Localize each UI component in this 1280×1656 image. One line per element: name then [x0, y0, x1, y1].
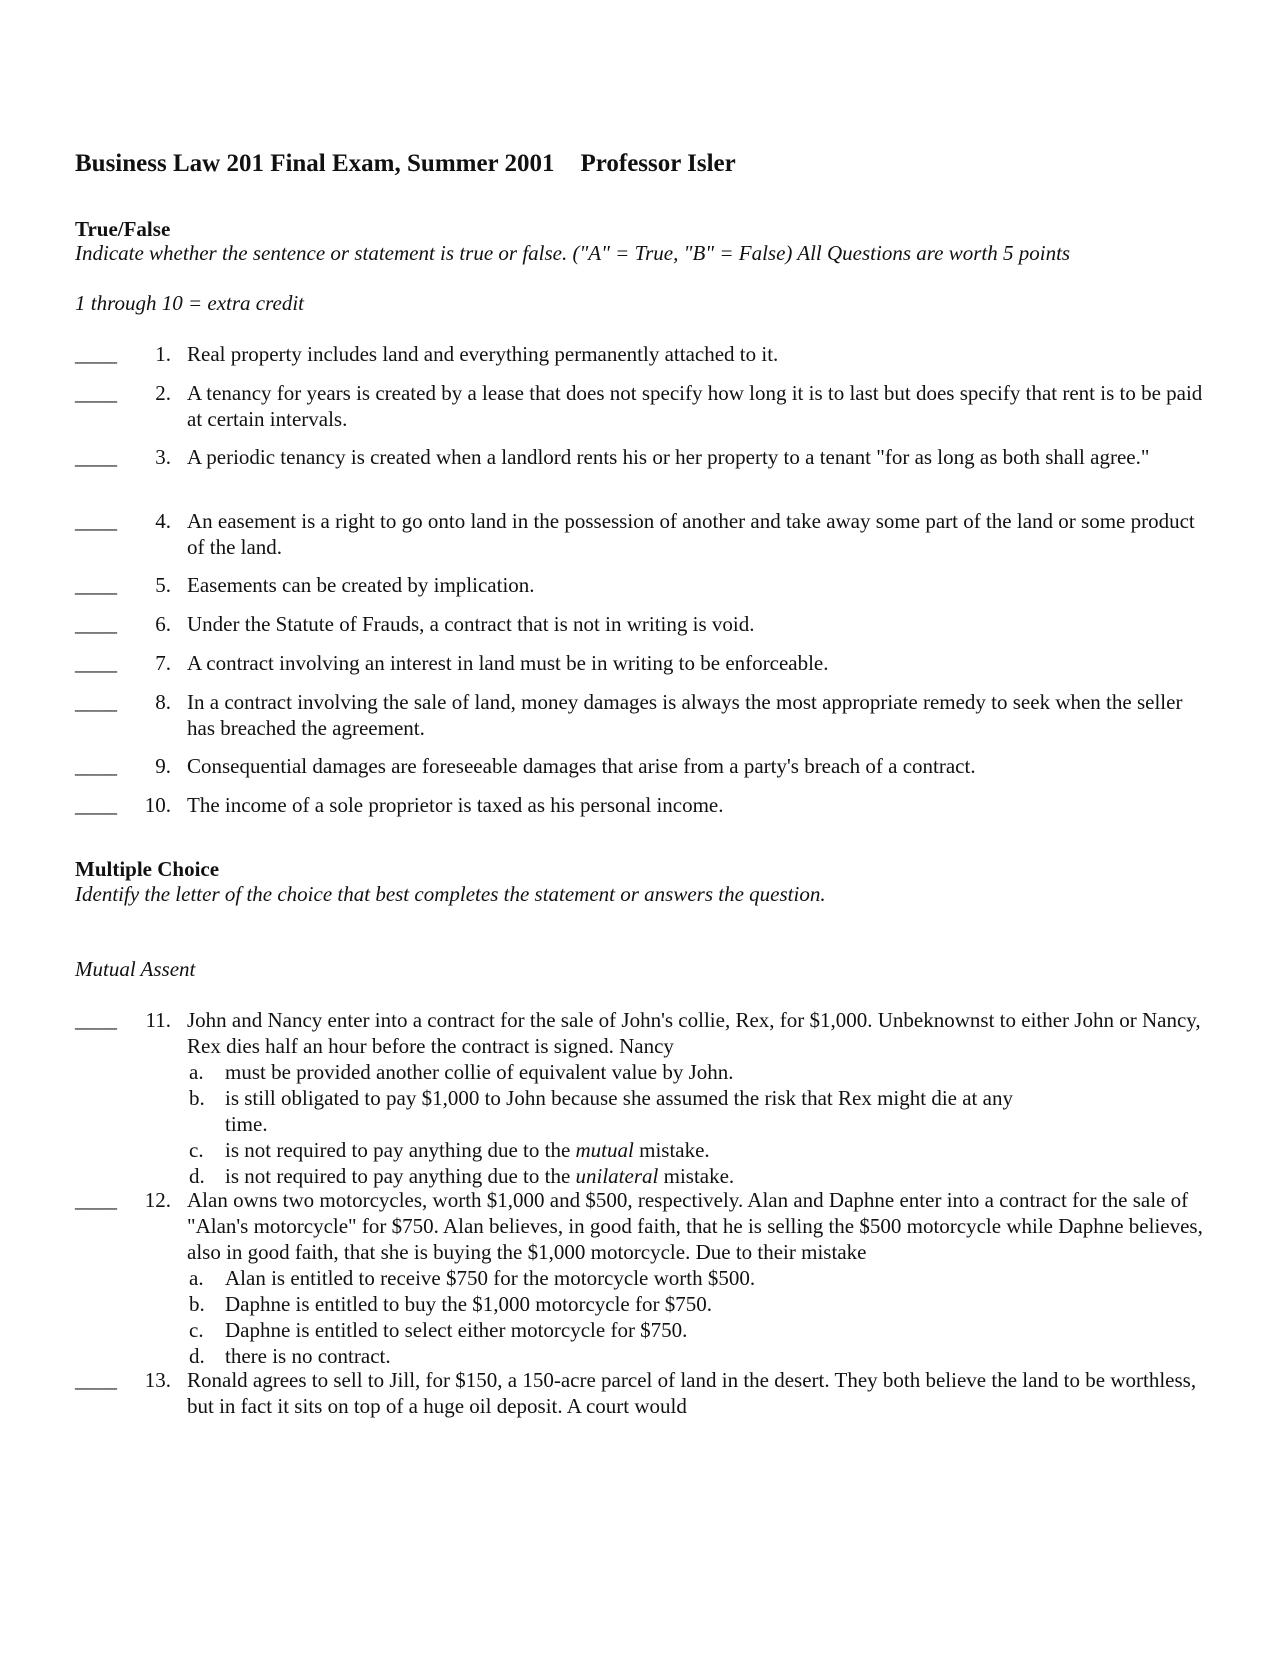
answer-blank[interactable]: ____: [75, 754, 117, 778]
choice-text: is not required to pay anything due to the: [225, 1138, 576, 1162]
answer-blank[interactable]: ____: [75, 1188, 117, 1212]
choice-letter: c.: [189, 1138, 204, 1162]
question-number: 10.: [144, 793, 171, 817]
choice-letter: d.: [189, 1164, 205, 1188]
answer-blank[interactable]: ____: [75, 342, 117, 366]
question-number: 8.: [155, 690, 171, 714]
topic-label: Mutual Assent: [75, 957, 196, 981]
answer-blank[interactable]: ____: [75, 793, 117, 817]
answer-blank[interactable]: ____: [75, 612, 117, 636]
question-number: 12.: [144, 1188, 171, 1212]
true-false-instructions: Indicate whether the sentence or statement is true or false. ("A" = True, "B" = False) All Questions are worth 5 points: [75, 241, 1071, 265]
professor-name: Professor Isler: [580, 150, 736, 177]
choice-a[interactable]: [187, 1059, 1207, 1085]
true-false-heading: True/False: [75, 217, 171, 241]
question-text: A tenancy for years is created by a lease that does not specify how long it is to last but does specify that rent is to be paid at certain intervals.: [187, 381, 1203, 431]
question-text: A periodic tenancy is created when a landlord rents his or her property to a tenant "for as long as both shall agree.": [187, 445, 1150, 469]
choice-emphasis: unilateral: [575, 1164, 659, 1188]
choice-letter: c.: [189, 1318, 204, 1342]
answer-blank[interactable]: ____: [75, 573, 117, 597]
choice-letter: b.: [189, 1292, 205, 1316]
question-body: [187, 1187, 1207, 1369]
choice-c[interactable]: [187, 1137, 1207, 1163]
question-text: Under the Statute of Frauds, a contract that is not in writing is void.: [187, 612, 755, 636]
choice-b[interactable]: [187, 1291, 1207, 1317]
question-text: A contract involving an interest in land must be in writing to be enforceable.: [187, 651, 829, 675]
choice-d[interactable]: [187, 1343, 1207, 1369]
question-number: 9.: [155, 754, 171, 778]
answer-blank[interactable]: ____: [75, 381, 117, 405]
multiple-choice-instructions: Identify the letter of the choice that best completes the statement or answers the question.: [75, 882, 826, 906]
question-body: [187, 1007, 1207, 1189]
choice-letter: b.: [189, 1086, 205, 1110]
question-text: Alan owns two motorcycles, worth $1,000 and $500, respectively. Alan and Daphne enter into a contract for the sale of "Alan's motorcycle" for $750. Alan believes, in good faith, that he is selling the $500 motorcycle while Daphne believes, also in good faith, that she is buying the $1,000 motorcycle. Due to their mistake: [187, 1188, 1203, 1264]
choice-emphasis: mutual: [575, 1138, 634, 1162]
choice-letter: a.: [189, 1060, 204, 1084]
question-text: Ronald agrees to sell to Jill, for $150, a 150-acre parcel of land in the desert. They both believe the land to be worthless, but in fact it sits on top of a huge oil deposit. A court would: [187, 1368, 1197, 1418]
choice-text-end: mistake.: [633, 1138, 710, 1162]
question-number: 4.: [155, 509, 171, 533]
answer-blank[interactable]: ____: [75, 445, 117, 469]
question-number: 2.: [155, 381, 171, 405]
question-text: An easement is a right to go onto land in the possession of another and take away some part of the land or some product of the land.: [187, 509, 1195, 559]
question-number: 6.: [155, 612, 171, 636]
question-text: Consequential damages are foreseeable damages that arise from a party's breach of a contract.: [187, 754, 976, 778]
course-title: Business Law 201 Final Exam, Summer 2001: [75, 150, 555, 177]
choice-letter: a.: [189, 1266, 204, 1290]
question-text: Real property includes land and everything permanently attached to it.: [187, 342, 779, 366]
choice-c[interactable]: [187, 1317, 1207, 1343]
question-number: 13.: [144, 1368, 171, 1392]
question-number: 1.: [155, 342, 171, 366]
choice-text: Daphne is entitled to buy the $1,000 motorcycle for $750.: [225, 1292, 712, 1316]
multiple-choice-heading: Multiple Choice: [75, 857, 220, 881]
choice-text: Alan is entitled to receive $750 for the motorcycle worth $500.: [225, 1266, 756, 1290]
choice-text: must be provided another collie of equivalent value by John.: [225, 1060, 734, 1084]
answer-blank[interactable]: ____: [75, 690, 117, 714]
question-text: John and Nancy enter into a contract for the sale of John's collie, Rex, for $1,000. Unbeknownst to either John or Nancy, Rex dies half an hour before the contract is signed. Nancy: [187, 1008, 1201, 1058]
answer-blank[interactable]: ____: [75, 509, 117, 533]
answer-blank[interactable]: ____: [75, 1368, 117, 1392]
question-number: 3.: [155, 445, 171, 469]
question-text: In a contract involving the sale of land, money damages is always the most appropriate remedy to seek when the seller has breached the agreement.: [187, 690, 1183, 740]
choice-letter: d.: [189, 1344, 205, 1368]
choice-text: Daphne is entitled to select either motorcycle for $750.: [225, 1318, 688, 1342]
question-text: The income of a sole proprietor is taxed as his personal income.: [187, 793, 724, 817]
answer-blank[interactable]: ____: [75, 1008, 117, 1032]
choice-text: there is no contract.: [225, 1344, 391, 1368]
choice-b[interactable]: [187, 1085, 1045, 1137]
extra-credit-note: 1 through 10 = extra credit: [75, 291, 305, 315]
question-number: 7.: [155, 651, 171, 675]
choice-d[interactable]: [187, 1163, 1207, 1189]
page-title: [75, 150, 736, 178]
answer-blank[interactable]: ____: [75, 651, 117, 675]
question-number: 5.: [155, 573, 171, 597]
question-text: Easements can be created by implication.: [187, 573, 535, 597]
choice-a[interactable]: [187, 1265, 1207, 1291]
choice-text: is still obligated to pay $1,000 to John because she assumed the risk that Rex might die at any time.: [225, 1086, 1013, 1136]
choice-text-end: mistake.: [658, 1164, 735, 1188]
choice-text: is not required to pay anything due to the: [225, 1164, 576, 1188]
question-number: 11.: [145, 1008, 171, 1032]
